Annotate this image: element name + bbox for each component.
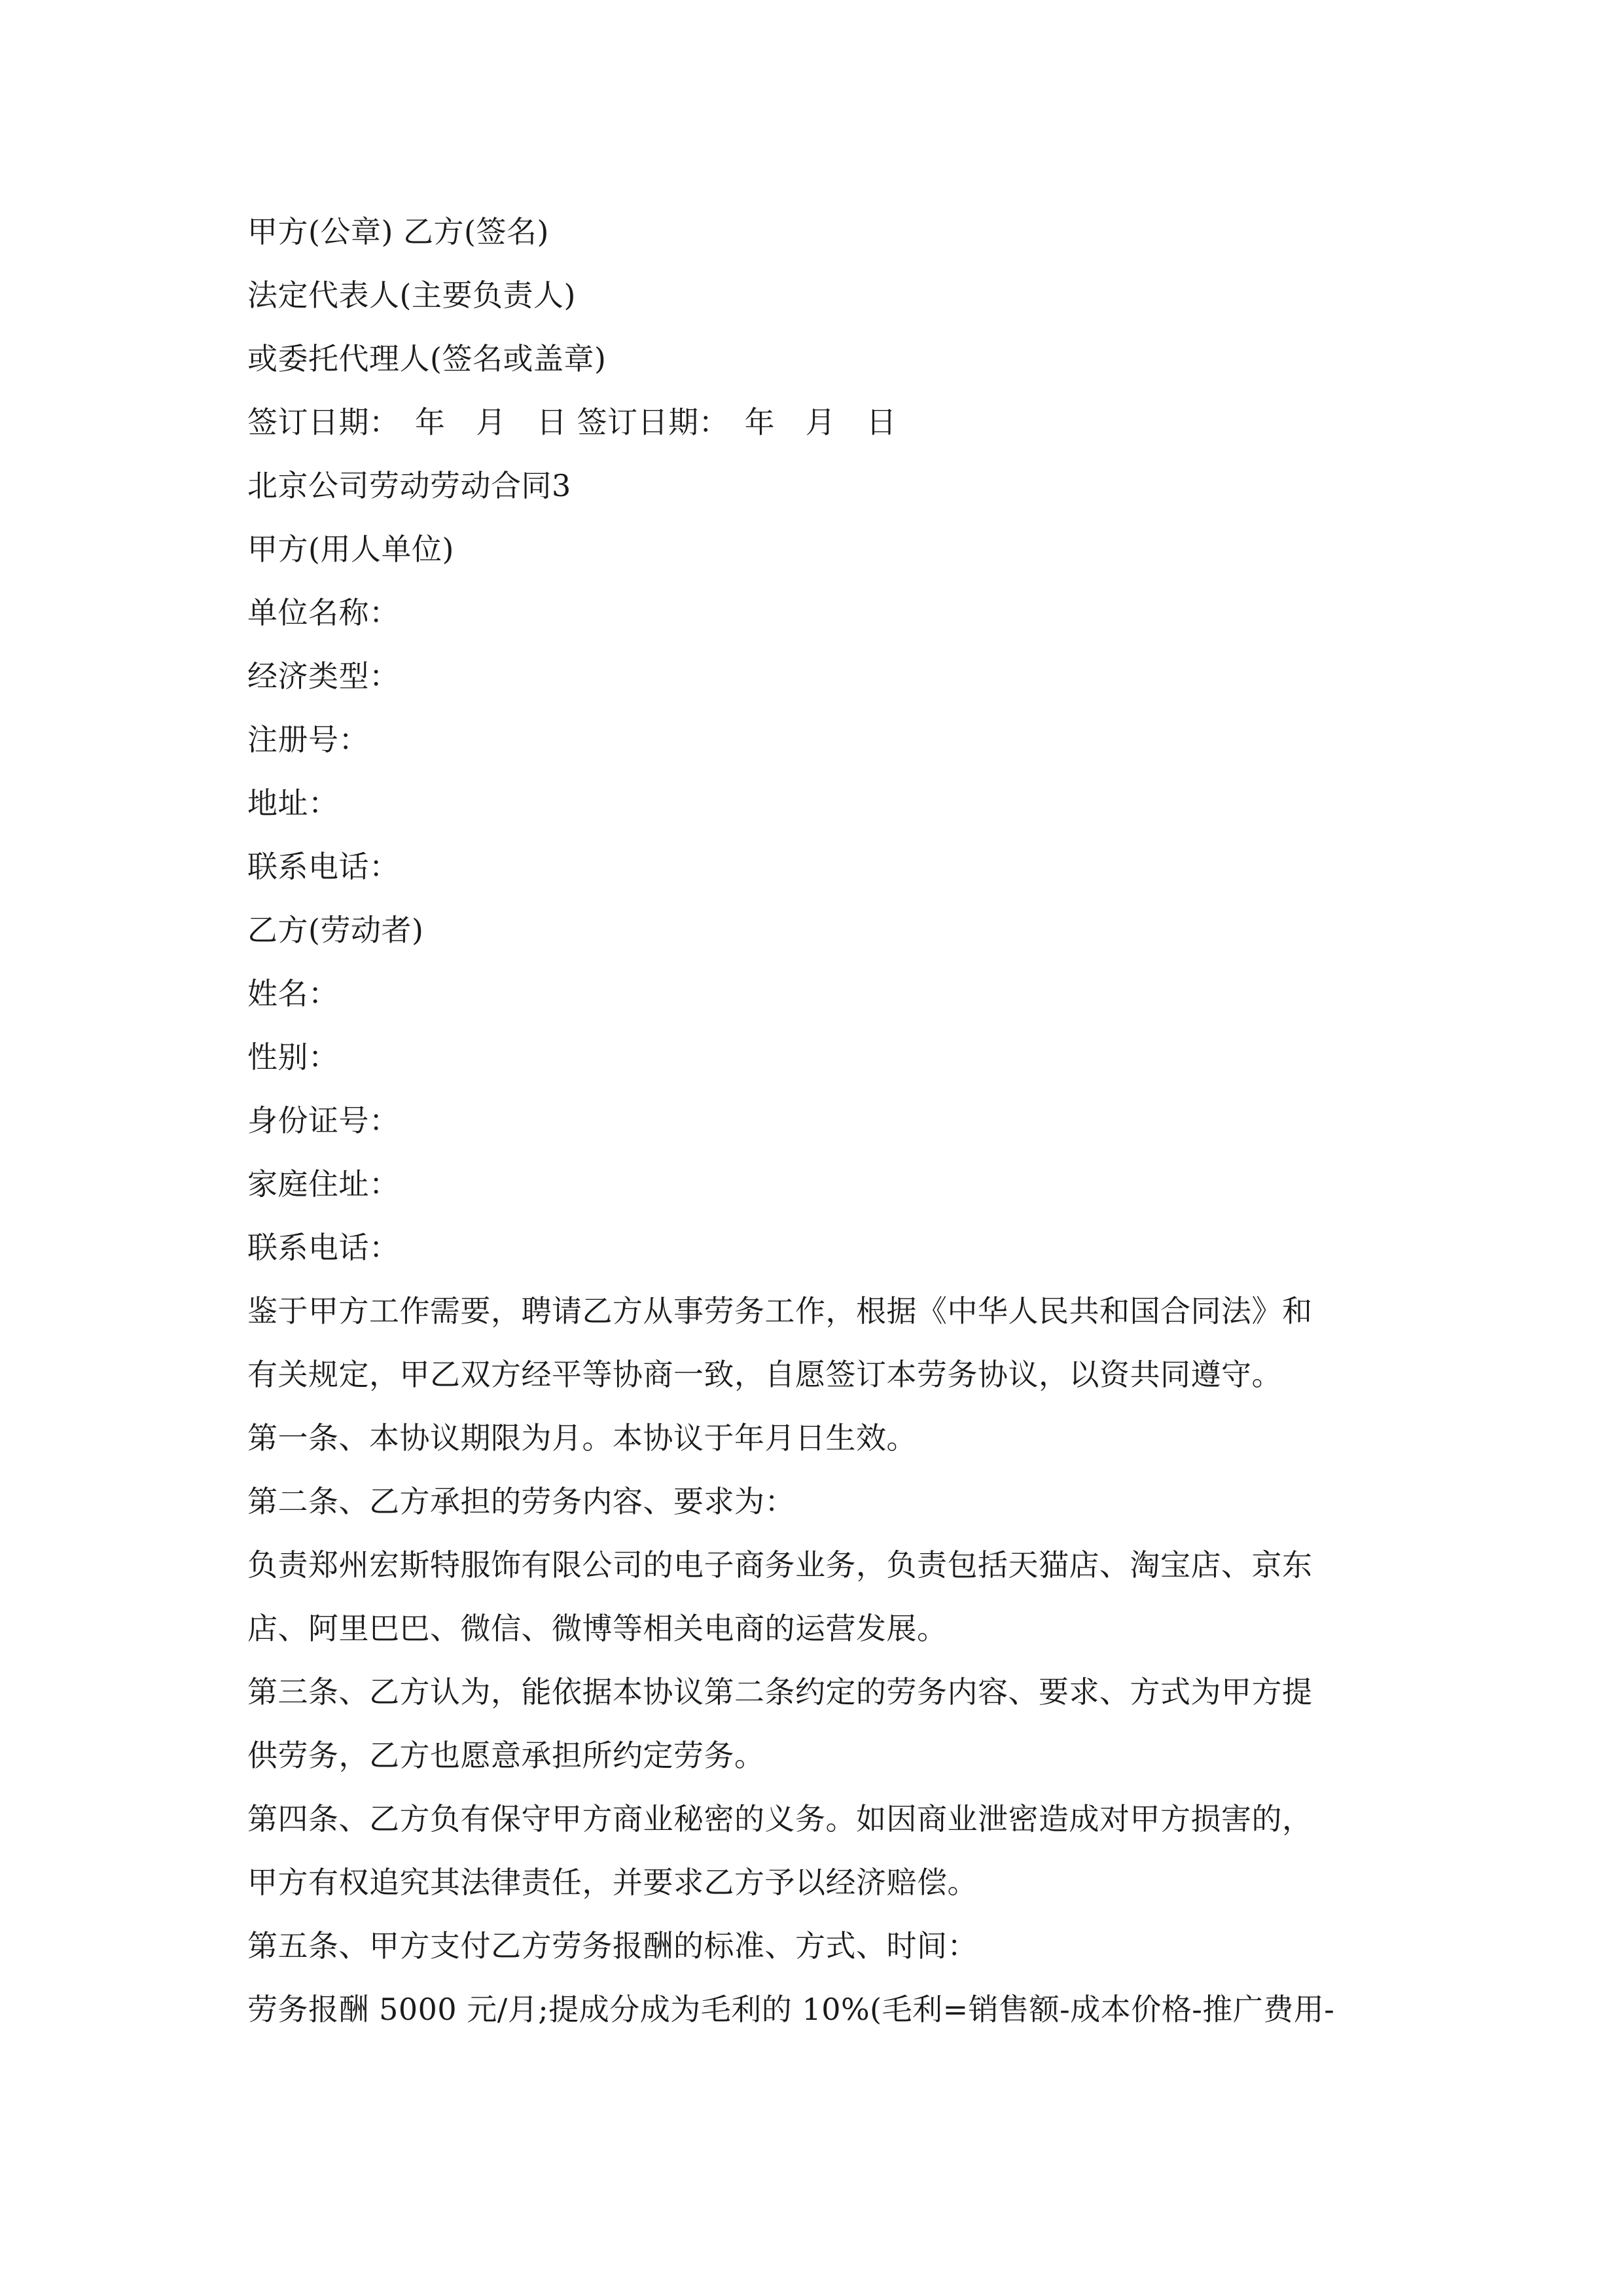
registration-number-field: 注册号：: [247, 722, 369, 757]
gender-field: 性别：: [247, 1039, 339, 1075]
article-5-body: 劳务报酬 5000 元/月;提成分成为毛利的 10%(毛利=销售额-成本价格-推广费用-: [247, 1992, 1335, 2027]
address-field: 地址：: [247, 785, 339, 821]
party-a-heading: 甲方(用人单位): [247, 531, 454, 567]
article-2-title: 第二条、乙方承担的劳务内容、要求为：: [247, 1484, 795, 1519]
article-3-line-1: 第三条、乙方认为，能依据本协议第二条约定的劳务内容、要求、方式为甲方提: [247, 1674, 1313, 1710]
article-5-title: 第五条、甲方支付乙方劳务报酬的标准、方式、时间：: [247, 1928, 978, 1964]
article-2-line-1: 负责郑州宏斯特服饰有限公司的电子商务业务，负责包括天猫店、淘宝店、京东: [247, 1547, 1313, 1583]
authorized-agent: 或委托代理人(签名或盖章): [247, 341, 607, 376]
article-3-line-2: 供劳务，乙方也愿意承担所约定劳务。: [247, 1738, 765, 1773]
article-2-line-2: 店、阿里巴巴、微信、微博等相关电商的运营发展。: [247, 1611, 948, 1646]
contract-title: 北京公司劳动劳动合同3: [247, 468, 571, 503]
party-b-phone-field: 联系电话：: [247, 1230, 400, 1265]
company-name-field: 单位名称：: [247, 595, 400, 630]
signing-date: 签订日期： 年 月 日 签订日期： 年 月 日: [247, 404, 897, 440]
id-number-field: 身份证号：: [247, 1103, 400, 1138]
article-4-line-2: 甲方有权追究其法律责任，并要求乙方予以经济赔偿。: [247, 1865, 978, 1900]
article-1: 第一条、本协议期限为月。本协议于年月日生效。: [247, 1420, 917, 1456]
party-b-heading: 乙方(劳动者): [247, 912, 424, 948]
preamble-line-1: 鉴于甲方工作需要，聘请乙方从事劳务工作，根据《中华人民共和国合同法》和: [247, 1293, 1313, 1329]
legal-representative: 法定代表人(主要负责人): [247, 278, 576, 313]
name-field: 姓名：: [247, 976, 339, 1011]
economic-type-field: 经济类型：: [247, 658, 400, 694]
signature-parties: 甲方(公章) 乙方(签名): [247, 214, 549, 249]
article-4-line-1: 第四条、乙方负有保守甲方商业秘密的义务。如因商业泄密造成对甲方损害的，: [247, 1801, 1313, 1837]
party-a-phone-field: 联系电话：: [247, 849, 400, 884]
home-address-field: 家庭住址：: [247, 1166, 400, 1202]
preamble-line-2: 有关规定，甲乙双方经平等协商一致，自愿签订本劳务协议，以资共同遵守。: [247, 1357, 1282, 1392]
